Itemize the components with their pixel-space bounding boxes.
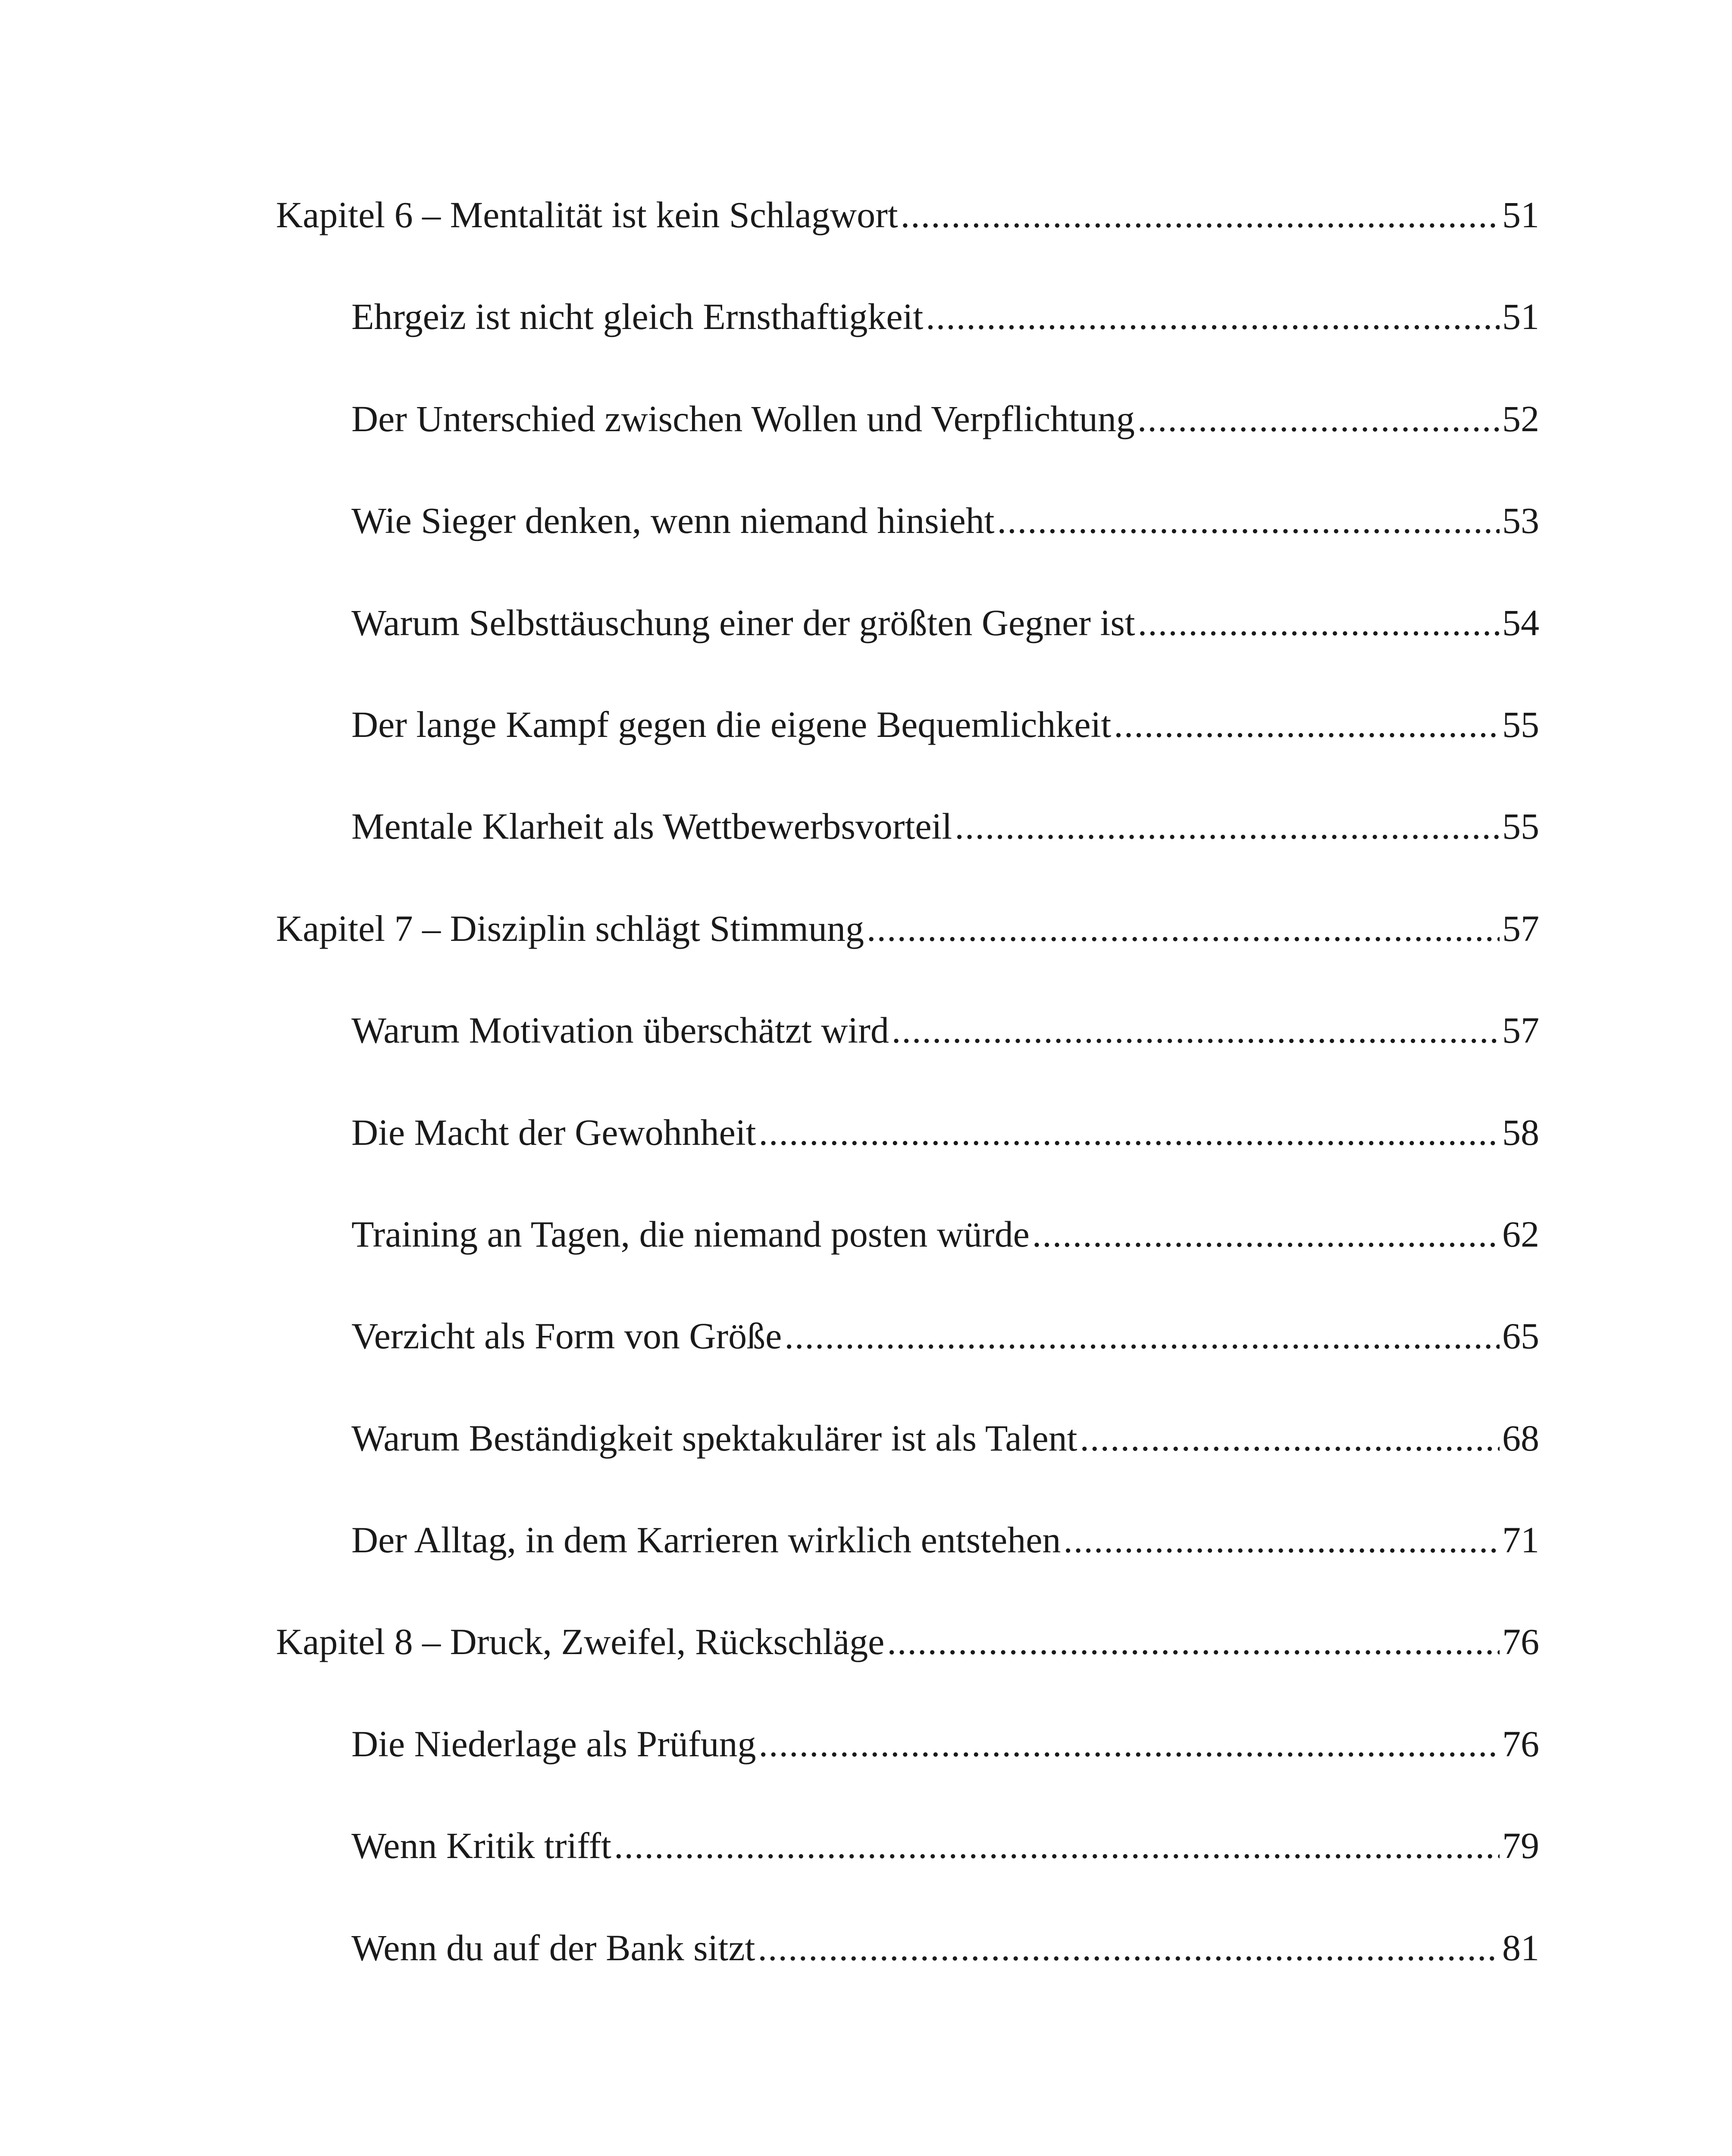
toc-entry-page-number: 51: [1502, 296, 1539, 338]
toc-dot-leader: [1114, 706, 1500, 743]
toc-entry-title: Die Macht der Gewohnheit: [351, 1111, 756, 1153]
toc-dot-leader: [1080, 1420, 1500, 1457]
toc-entry-page-number: 65: [1502, 1315, 1539, 1357]
toc-entry-page-number: 58: [1502, 1111, 1539, 1153]
toc-entry-page-number: 76: [1502, 1723, 1539, 1764]
toc-entry-title: Training an Tagen, die niemand posten würde: [351, 1213, 1030, 1255]
toc-entry-title: Wie Sieger denken, wenn niemand hinsieht: [351, 500, 995, 542]
toc-dot-leader: [1137, 400, 1500, 437]
toc-entry-page-number: 76: [1502, 1621, 1539, 1663]
toc-entry-chapter[interactable]: [276, 1623, 1539, 1725]
toc-entry-page-number: 54: [1502, 602, 1539, 643]
toc-dot-leader: [867, 910, 1500, 947]
toc-dot-leader: [784, 1317, 1500, 1354]
toc-entry-section[interactable]: [276, 298, 1539, 400]
toc-entry-chapter[interactable]: [276, 196, 1539, 298]
toc-dot-leader: [1032, 1216, 1500, 1253]
toc-entry-title: Wenn du auf der Bank sitzt: [351, 1927, 755, 1968]
toc-entry-section[interactable]: [276, 1521, 1539, 1623]
toc-entry-page-number: 79: [1502, 1825, 1539, 1867]
toc-entry-page-number: 53: [1502, 500, 1539, 542]
toc-entry-section[interactable]: [276, 1213, 1539, 1317]
toc-entry-title: Warum Beständigkeit spektakulärer ist als Talent: [351, 1417, 1077, 1459]
table-of-contents: [276, 196, 1539, 2031]
toc-entry-section[interactable]: [276, 1929, 1539, 2031]
toc-entry-title: Ehrgeiz ist nicht gleich Ernsthaftigkeit: [351, 296, 924, 338]
toc-entry-section[interactable]: [276, 1417, 1539, 1521]
toc-entry-page-number: 71: [1502, 1519, 1539, 1561]
toc-entry-title: Warum Selbsttäuschung einer der größten Gegner ist: [351, 602, 1135, 643]
toc-dot-leader: [1138, 604, 1500, 641]
toc-dot-leader: [997, 502, 1500, 539]
toc-entry-section[interactable]: [276, 1111, 1539, 1216]
toc-dot-leader: [614, 1827, 1500, 1864]
toc-entry-title: Warum Motivation überschätzt wird: [351, 1009, 889, 1051]
toc-entry-title: Der lange Kampf gegen die eigene Bequemlichkeit: [351, 703, 1112, 745]
toc-entry-title: Der Unterschied zwischen Wollen und Verpflichtung: [351, 398, 1135, 439]
toc-entry-title: Kapitel 7 – Disziplin schlägt Stimmung: [276, 907, 864, 949]
toc-entry-title: Kapitel 6 – Mentalität ist kein Schlagwort: [276, 194, 898, 235]
toc-entry-page-number: 68: [1502, 1417, 1539, 1459]
toc-entry-page-number: 57: [1502, 907, 1539, 949]
toc-dot-leader: [759, 1114, 1500, 1151]
toc-dot-leader: [892, 1012, 1500, 1049]
toc-entry-section[interactable]: [276, 1317, 1539, 1419]
toc-entry-page-number: 62: [1502, 1213, 1539, 1255]
toc-dot-leader: [926, 298, 1500, 335]
toc-entry-page-number: 52: [1502, 398, 1539, 439]
toc-dot-leader: [759, 1725, 1500, 1762]
toc-dot-leader: [901, 196, 1500, 233]
toc-entry-title: Mentale Klarheit als Wettbewerbsvorteil: [351, 805, 952, 847]
toc-entry-section[interactable]: [276, 1009, 1539, 1113]
toc-dot-leader: [955, 808, 1500, 845]
toc-entry-title: Verzicht als Form von Größe: [351, 1315, 782, 1357]
toc-entry-section[interactable]: [276, 604, 1539, 706]
toc-entry-title: Wenn Kritik trifft: [351, 1825, 611, 1867]
toc-entry-page-number: 55: [1502, 703, 1539, 745]
toc-dot-leader: [758, 1929, 1500, 1966]
toc-entry-section[interactable]: [276, 1725, 1539, 1827]
toc-entry-page-number: 81: [1502, 1927, 1539, 1968]
toc-entry-section[interactable]: [276, 805, 1539, 909]
toc-entry-chapter[interactable]: [276, 907, 1539, 1012]
toc-dot-leader: [887, 1623, 1500, 1660]
toc-entry-title: Die Niederlage als Prüfung: [351, 1723, 756, 1764]
toc-dot-leader: [1063, 1521, 1500, 1558]
toc-entry-title: Der Alltag, in dem Karrieren wirklich entstehen: [351, 1519, 1061, 1561]
toc-entry-page-number: 57: [1502, 1009, 1539, 1051]
toc-entry-title: Kapitel 8 – Druck, Zweifel, Rückschläge: [276, 1621, 885, 1663]
toc-entry-section[interactable]: [276, 502, 1539, 604]
toc-entry-section[interactable]: [276, 1827, 1539, 1929]
toc-entry-section[interactable]: [276, 703, 1539, 808]
toc-entry-page-number: 55: [1502, 805, 1539, 847]
toc-entry-page-number: 51: [1502, 194, 1539, 235]
toc-entry-section[interactable]: [276, 400, 1539, 502]
